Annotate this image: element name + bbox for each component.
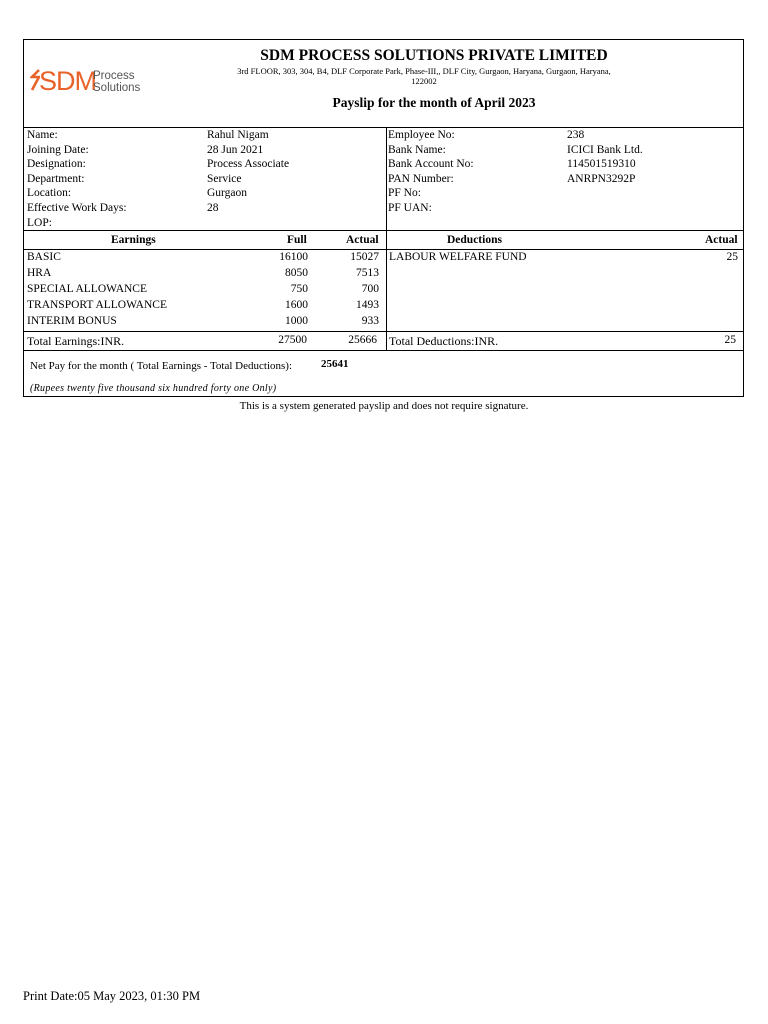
earning-actual: 15027 <box>350 251 379 263</box>
deduction-row <box>386 250 745 266</box>
net-pay-label: Net Pay for the month ( Total Earnings - Total Deductions): <box>30 360 293 372</box>
right-labels <box>388 128 474 216</box>
total-earnings-full: 27500 <box>278 334 307 346</box>
info-value <box>207 216 289 231</box>
earnings-header: Earnings <box>111 234 156 246</box>
left-labels <box>27 128 127 230</box>
info-label: LOP: <box>27 216 52 229</box>
total-deductions-label: Total Deductions:INR. <box>389 334 499 348</box>
info-label: Location: <box>27 187 72 200</box>
company-address <box>184 66 664 86</box>
address-line1: 3rd FLOOR, 303, 304, B4, DLF Corporate Park, Phase-III,, DLF City, Gurgaon, Haryana, Gurgaon, Haryana, <box>237 66 611 76</box>
earnings-deductions-table <box>24 230 743 350</box>
table-divider <box>386 230 387 350</box>
info-label: PAN Number: <box>388 172 454 185</box>
info-value <box>567 186 643 201</box>
address-line2: 122002 <box>411 76 437 86</box>
info-value: ICICI Bank Ltd. <box>567 143 643 156</box>
info-value <box>567 201 643 216</box>
earning-name: TRANSPORT ALLOWANCE <box>27 299 167 311</box>
net-pay-words: (Rupees twenty five thousand six hundred forty one Only) <box>30 383 277 394</box>
payslip-title: Payslip for the month of April 2023 <box>332 95 536 110</box>
info-value: 28 <box>207 201 219 214</box>
net-pay-value: 25641 <box>321 358 349 370</box>
earning-full: 1600 <box>285 299 308 311</box>
payslip-sheet <box>23 39 744 397</box>
info-value: ANRPN3292P <box>567 172 636 185</box>
earning-actual: 7513 <box>356 267 379 279</box>
info-value: Gurgaon <box>207 187 248 200</box>
left-values <box>207 128 289 230</box>
info-label: Employee No: <box>388 129 455 141</box>
info-label: PF No: <box>388 187 421 200</box>
earning-actual: 700 <box>361 283 379 295</box>
earning-name: BASIC <box>27 251 61 263</box>
info-value: Rahul Nigam <box>207 129 269 141</box>
earning-full: 1000 <box>285 315 308 327</box>
logo-subtitle-line1: Process <box>93 70 135 82</box>
info-label: Name: <box>27 129 58 141</box>
system-generated-note: This is a system generated payslip and does not require signature. <box>239 400 529 412</box>
info-value: Process Associate <box>207 158 290 171</box>
total-deductions-actual: 25 <box>724 334 736 346</box>
info-value: Service <box>207 172 242 185</box>
table-row <box>24 250 386 266</box>
info-label: Effective Work Days: <box>27 201 127 214</box>
table-row <box>24 266 386 282</box>
logo-text: SDM <box>39 66 96 96</box>
info-label: Bank Name: <box>388 143 446 156</box>
earning-full: 750 <box>290 283 308 295</box>
employee-info <box>24 127 743 231</box>
total-earnings-label: Total Earnings:INR. <box>27 334 125 348</box>
print-date: Print Date:05 May 2023, 01:30 PM <box>23 989 201 1003</box>
info-label: Designation: <box>27 158 86 171</box>
info-label: Joining Date: <box>27 143 89 156</box>
info-divider <box>386 127 387 230</box>
earning-actual: 1493 <box>356 299 379 311</box>
table-row <box>24 298 386 314</box>
info-label: Bank Account No: <box>388 158 474 171</box>
info-label: PF UAN: <box>388 201 432 214</box>
total-rule <box>24 331 743 332</box>
logo-subtitle-line2: Solutions <box>93 82 141 94</box>
total-earnings-actual: 25666 <box>348 334 377 346</box>
deduction-actual: 25 <box>726 251 738 263</box>
earnings-actual-header: Actual <box>346 234 379 246</box>
deductions-header: Deductions <box>447 234 502 246</box>
info-value: 28 Jun 2021 <box>207 143 264 156</box>
info-value: 238 <box>567 129 585 141</box>
earning-name: HRA <box>27 267 52 279</box>
table-row <box>24 314 386 330</box>
earning-name: INTERIM BONUS <box>27 315 117 327</box>
full-header: Full <box>287 234 307 246</box>
logo-subtitle <box>93 70 140 94</box>
earnings-rows <box>24 250 386 330</box>
deductions-actual-header: Actual <box>705 234 738 246</box>
company-name: SDM PROCESS SOLUTIONS PRIVATE LIMITED <box>260 47 608 64</box>
company-logo <box>30 65 148 99</box>
earning-full: 16100 <box>279 251 308 263</box>
info-value: 114501519310 <box>567 158 636 171</box>
table-row <box>24 282 386 298</box>
net-pay-section <box>24 350 743 399</box>
info-label: Department: <box>27 172 85 185</box>
deduction-name: LABOUR WELFARE FUND <box>389 251 527 263</box>
earning-name: SPECIAL ALLOWANCE <box>27 283 148 295</box>
payslip-header <box>24 40 743 128</box>
earning-actual: 933 <box>361 315 379 327</box>
earning-full: 8050 <box>285 267 308 279</box>
right-values <box>567 128 643 216</box>
